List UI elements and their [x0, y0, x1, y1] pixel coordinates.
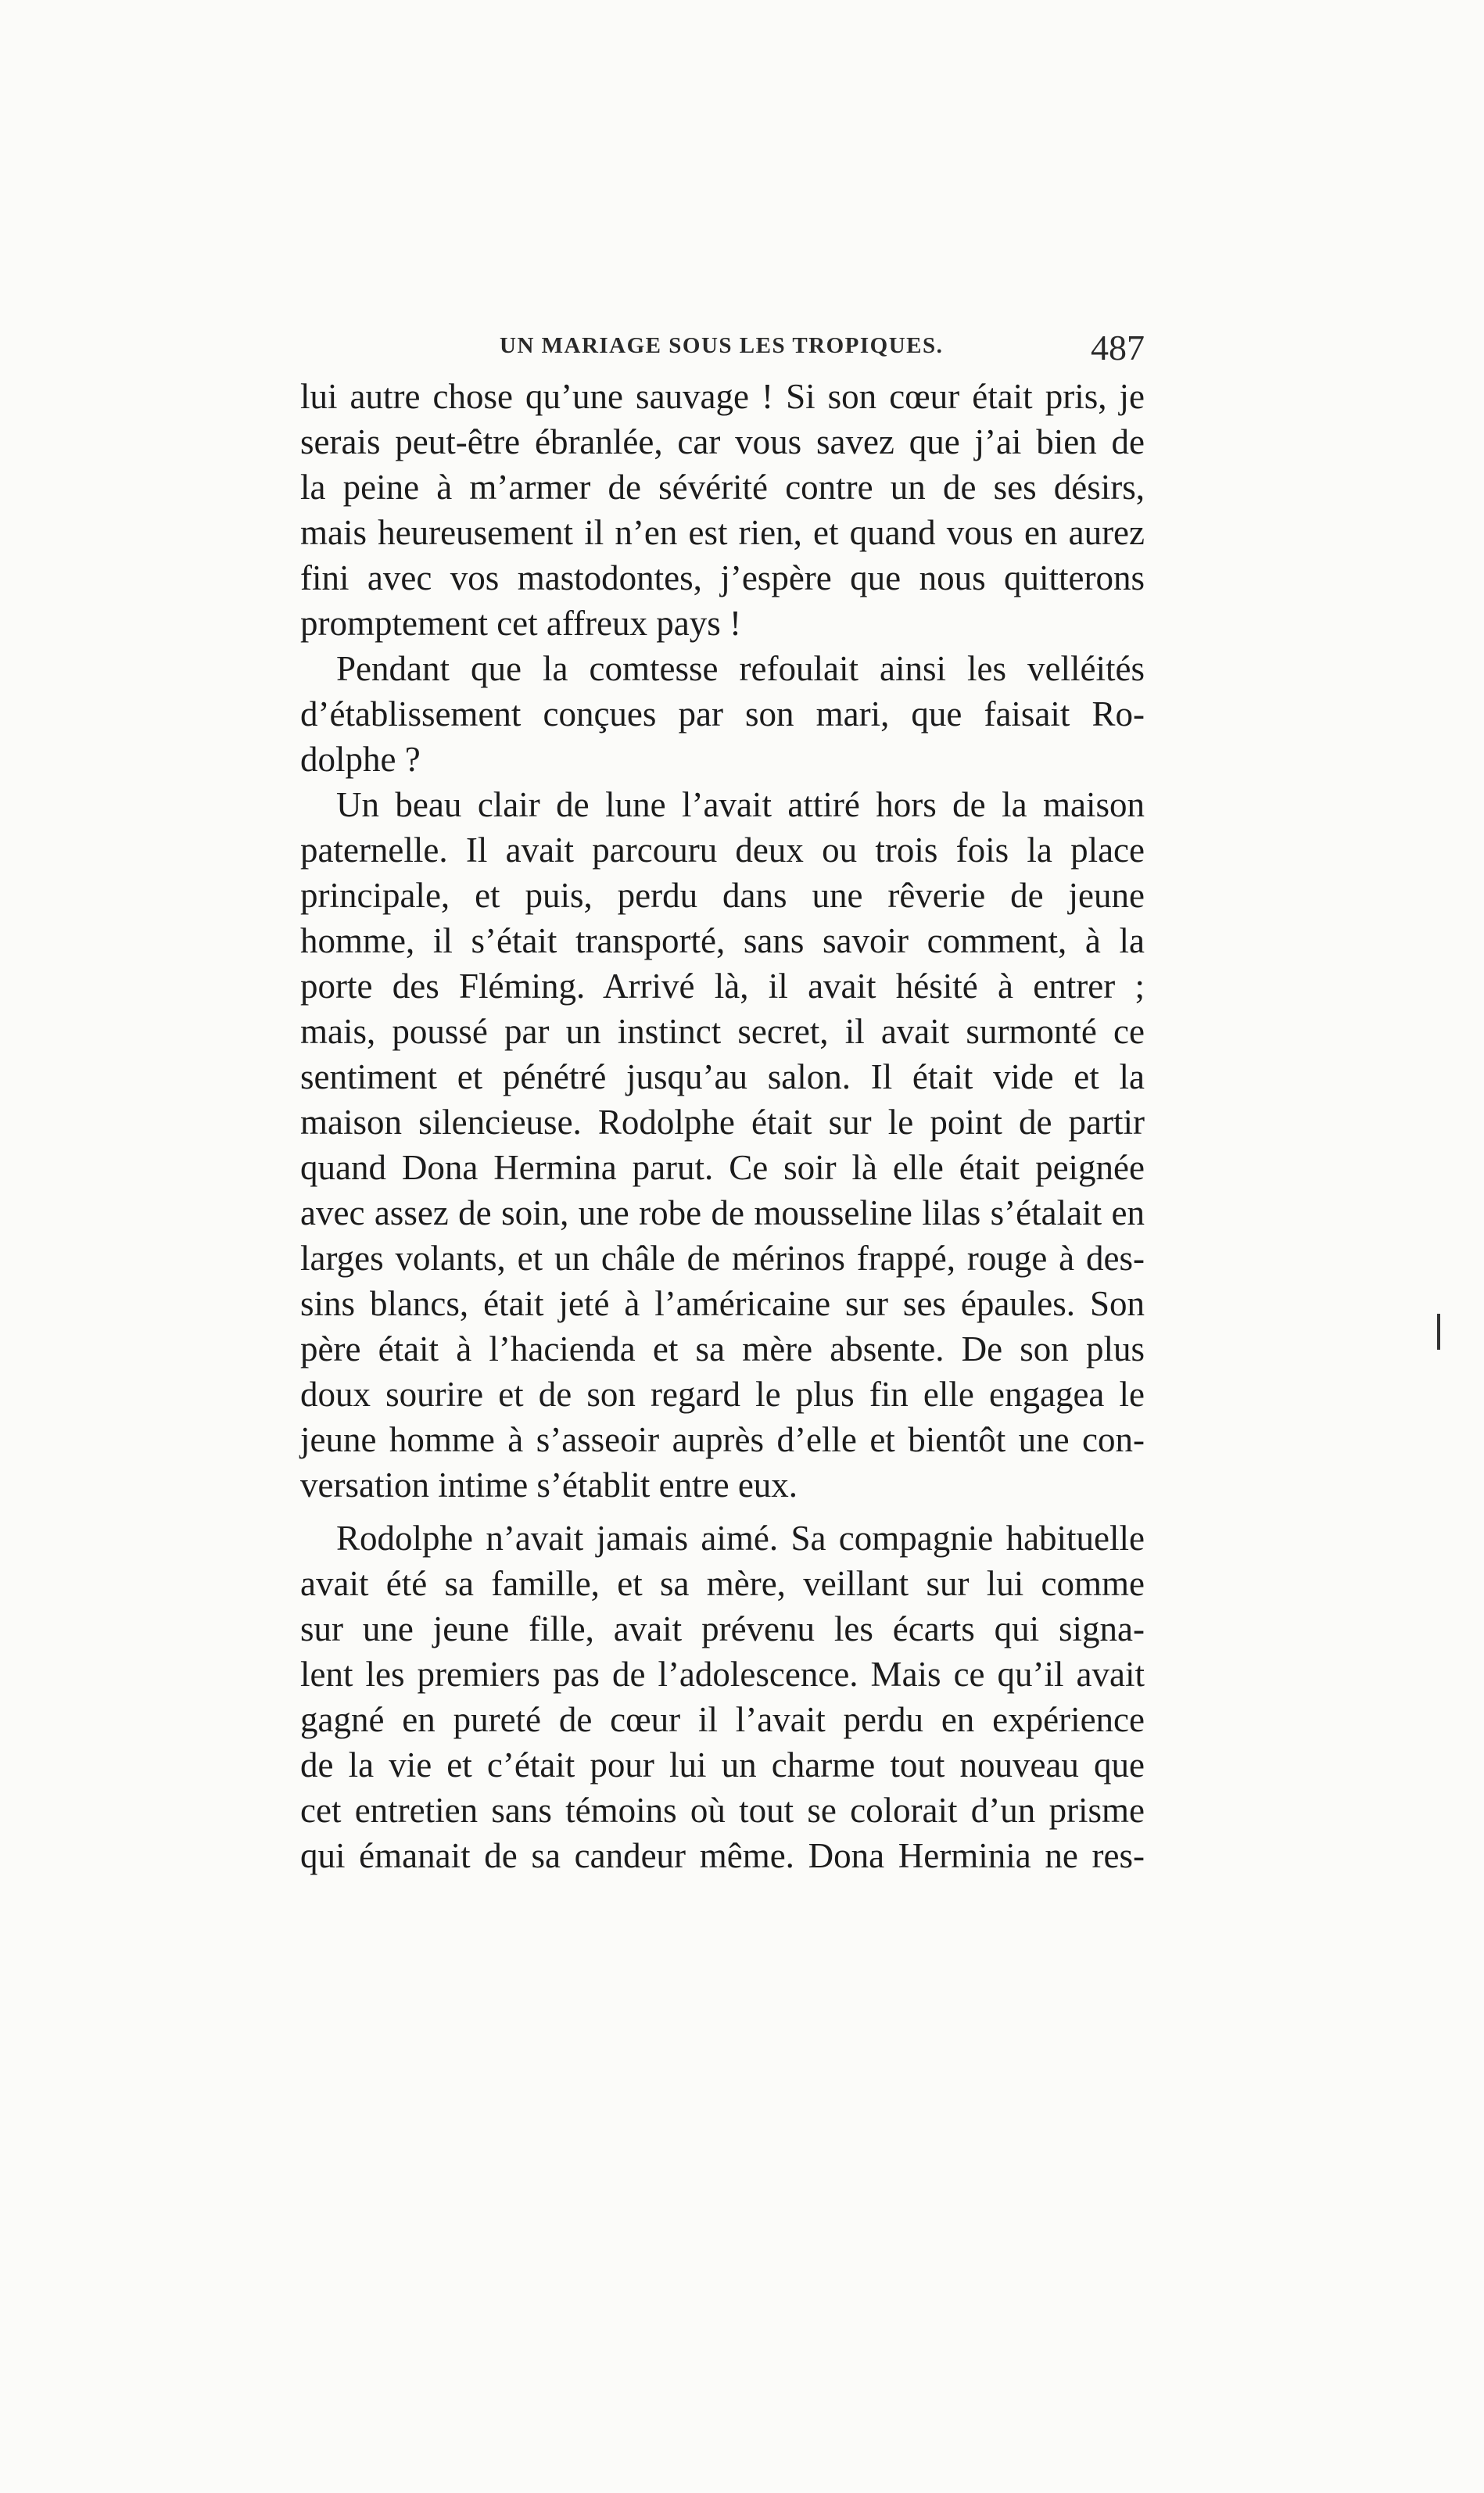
paragraph — [300, 782, 1145, 1508]
running-title: UN MARIAGE SOUS LES TROPIQUES. — [500, 333, 944, 358]
paragraph — [300, 1516, 1145, 1878]
text-line: gagné en pureté de cœur il l’avait perdu en expérience — [300, 1700, 1145, 1739]
text-line: jeune homme à s’asseoir auprès d’elle et bientôt une con- — [300, 1420, 1145, 1459]
text-line: sins blancs, était jeté à l’américaine sur ses épaules. Son — [300, 1284, 1145, 1323]
text-line: lui autre chose qu’une sauvage ! Si son cœur était pris, je — [300, 377, 1145, 416]
body-text — [300, 374, 1145, 1878]
text-line: doux sourire et de son regard le plus fin elle engagea le — [300, 1375, 1145, 1414]
text-line: paternelle. Il avait parcouru deux ou trois fois la place — [300, 830, 1145, 870]
page-header — [300, 327, 1145, 374]
margin-mark — [1437, 1314, 1440, 1350]
paragraph — [300, 374, 1145, 646]
text-line: serais peut-être ébranlée, car vous savez que j’ai bien de — [300, 422, 1145, 461]
text-line: Pendant que la comtesse refoulait ainsi les velléités — [336, 649, 1145, 688]
text-line: sur une jeune fille, avait prévenu les écarts qui signa- — [300, 1609, 1145, 1648]
text-line: qui émanait de sa candeur même. Dona Herminia ne res- — [300, 1836, 1145, 1875]
text-line: principale, et puis, perdu dans une rêverie de jeune — [300, 876, 1145, 915]
text-line: d’établissement conçues par son mari, que faisait Ro- — [300, 694, 1145, 734]
text-line: la peine à m’armer de sévérité contre un de ses désirs, — [300, 468, 1145, 507]
text-line: cet entretien sans témoins où tout se colorait d’un prisme — [300, 1791, 1145, 1830]
text-line: mais heureusement il n’en est rien, et quand vous en aurez — [300, 513, 1145, 552]
paragraph-gap — [300, 1508, 1145, 1516]
text-line: quand Dona Hermina parut. Ce soir là elle était peignée — [300, 1148, 1145, 1187]
text-line: avait été sa famille, et sa mère, veillant sur lui comme — [300, 1564, 1145, 1603]
text-line: de la vie et c’était pour lui un charme tout nouveau que — [300, 1745, 1145, 1785]
text-line: Un beau clair de lune l’avait attiré hors de la maison — [336, 785, 1145, 824]
text-line: mais, poussé par un instinct secret, il avait surmonté ce — [300, 1012, 1145, 1051]
text-line: versation intime s’établit entre eux. — [300, 1465, 798, 1505]
text-line: lent les premiers pas de l’adolescence. Mais ce qu’il avait — [300, 1655, 1145, 1694]
text-line: maison silencieuse. Rodolphe était sur le point de partir — [300, 1103, 1145, 1142]
text-line: avec assez de soin, une robe de mousseline lilas s’étalait en — [300, 1193, 1145, 1232]
text-line: fini avec vos mastodontes, j’espère que nous quitterons — [300, 558, 1145, 597]
text-line: Rodolphe n’avait jamais aimé. Sa compagnie habituelle — [336, 1519, 1145, 1558]
text-line: porte des Fléming. Arrivé là, il avait hésité à entrer ; — [300, 967, 1145, 1006]
text-line: homme, il s’était transporté, sans savoir comment, à la — [300, 921, 1145, 960]
paragraph — [300, 646, 1145, 782]
text-line: promptement cet affreux pays ! — [300, 604, 741, 643]
page-number: 487 — [1091, 328, 1145, 368]
text-line: dolphe ? — [300, 740, 421, 779]
text-line: larges volants, et un châle de mérinos frappé, rouge à des- — [300, 1239, 1145, 1278]
text-line: sentiment et pénétré jusqu’au salon. Il était vide et la — [300, 1057, 1145, 1096]
text-line: père était à l’hacienda et sa mère absente. De son plus — [300, 1329, 1145, 1368]
